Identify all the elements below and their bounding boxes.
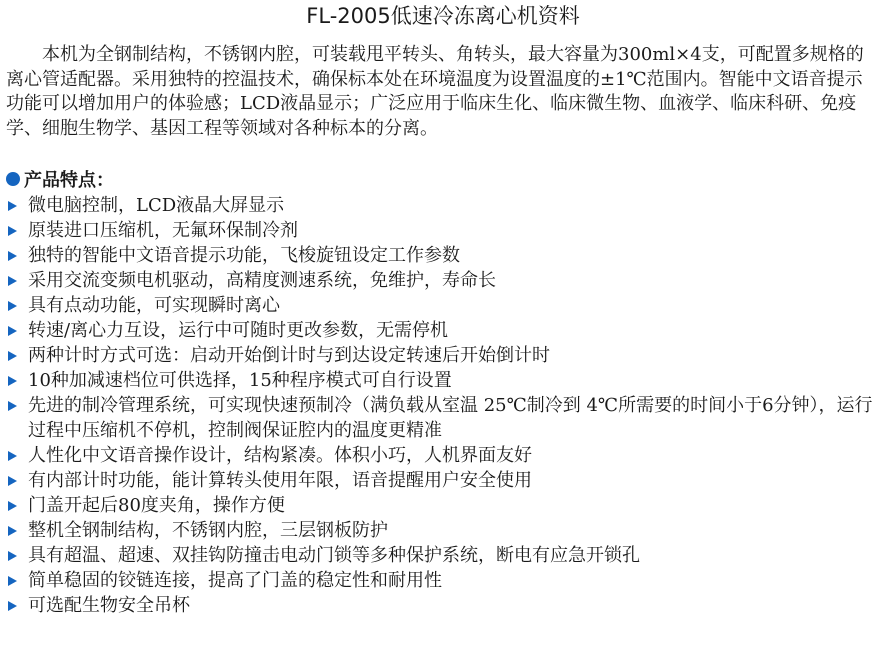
feature-text: 10种加减速档位可供选择，15种程序模式可自行设置: [28, 370, 452, 391]
feature-text: 具有点动功能，可实现瞬时离心: [28, 295, 280, 316]
triangle-bullet-icon: [8, 601, 17, 611]
feature-text: 整机全钢制结构，不锈钢内腔，三层钢板防护: [28, 520, 388, 541]
feature-text: 独特的智能中文语音提示功能，飞梭旋钮设定工作参数: [28, 245, 460, 266]
feature-text: 可选配生物安全吊杯: [28, 595, 190, 616]
triangle-bullet-icon: [8, 301, 17, 311]
circle-bullet-icon: [6, 172, 20, 186]
triangle-bullet-icon: [8, 201, 17, 211]
feature-item: [6, 343, 880, 368]
feature-text: 有内部计时功能，能计算转头使用年限，语音提醒用户安全使用: [28, 470, 532, 491]
feature-text: 人性化中文语音操作设计，结构紧凑。体积小巧，人机界面友好: [28, 445, 532, 466]
triangle-bullet-icon: [8, 451, 17, 461]
triangle-bullet-icon: [8, 326, 17, 336]
feature-text: 采用交流变频电机驱动，高精度测速系统，免维护，寿命长: [28, 270, 496, 291]
feature-item: [6, 518, 880, 543]
feature-item: [6, 218, 880, 243]
feature-item: [6, 368, 880, 393]
triangle-bullet-icon: [8, 576, 17, 586]
feature-text: 两种计时方式可选：启动开始倒计时与到达设定转速后开始倒计时: [28, 345, 550, 366]
feature-text: 微电脑控制，LCD液晶大屏显示: [28, 195, 285, 216]
triangle-bullet-icon: [8, 351, 17, 361]
features-heading: [6, 167, 880, 191]
feature-item: [6, 443, 880, 468]
feature-text: 具有超温、超速、双挂钩防撞击电动门锁等多种保护系统，断电有应急开锁孔: [28, 545, 640, 566]
feature-item: [6, 393, 880, 443]
feature-item: [6, 293, 880, 318]
page-title: FL-2005低速冷冻离心机资料: [306, 4, 580, 28]
feature-item: [6, 193, 880, 218]
feature-item: [6, 468, 880, 493]
intro-paragraph: 本机为全钢制结构，不锈钢内腔，可装载甩平转头、角转头，最大容量为300ml×4支，可配置多规格的离心管适配器。采用独特的控温技术，确保标本处在环境温度为设置温度的±1℃范围内。智能中文语音提示功能可以增加用户的体验感；LCD液晶显示；广泛应用于临床生化、临床微生物、血液学、临床科研、免疫学、细胞生物学、基因工程等领域对各种标本的分离。: [6, 44, 864, 139]
feature-text: 简单稳固的铰链连接，提高了门盖的稳定性和耐用性: [28, 570, 442, 591]
feature-item: [6, 318, 880, 343]
feature-item: [6, 268, 880, 293]
triangle-bullet-icon: [8, 226, 17, 236]
triangle-bullet-icon: [8, 276, 17, 286]
feature-item: [6, 543, 880, 568]
features-list: [6, 193, 880, 618]
triangle-bullet-icon: [8, 376, 17, 386]
feature-text: 门盖开起后80度夹角，操作方便: [28, 495, 285, 516]
triangle-bullet-icon: [8, 476, 17, 486]
features-heading-label: 产品特点：: [24, 170, 114, 191]
feature-text: 原装进口压缩机，无氟环保制冷剂: [28, 220, 298, 241]
feature-text: 先进的制冷管理系统，可实现快速预制冷（满负载从室温 25℃制冷到 4℃所需要的时间小于6分钟），运行过程中压缩机不停机，控制阀保证腔内的温度更精准: [28, 395, 873, 441]
triangle-bullet-icon: [8, 551, 17, 561]
feature-item: [6, 568, 880, 593]
triangle-bullet-icon: [8, 401, 17, 411]
triangle-bullet-icon: [8, 526, 17, 536]
feature-item: [6, 243, 880, 268]
triangle-bullet-icon: [8, 501, 17, 511]
triangle-bullet-icon: [8, 251, 17, 261]
feature-text: 转速/离心力互设，运行中可随时更改参数，无需停机: [28, 320, 449, 341]
feature-item: [6, 493, 880, 518]
feature-item: [6, 593, 880, 618]
